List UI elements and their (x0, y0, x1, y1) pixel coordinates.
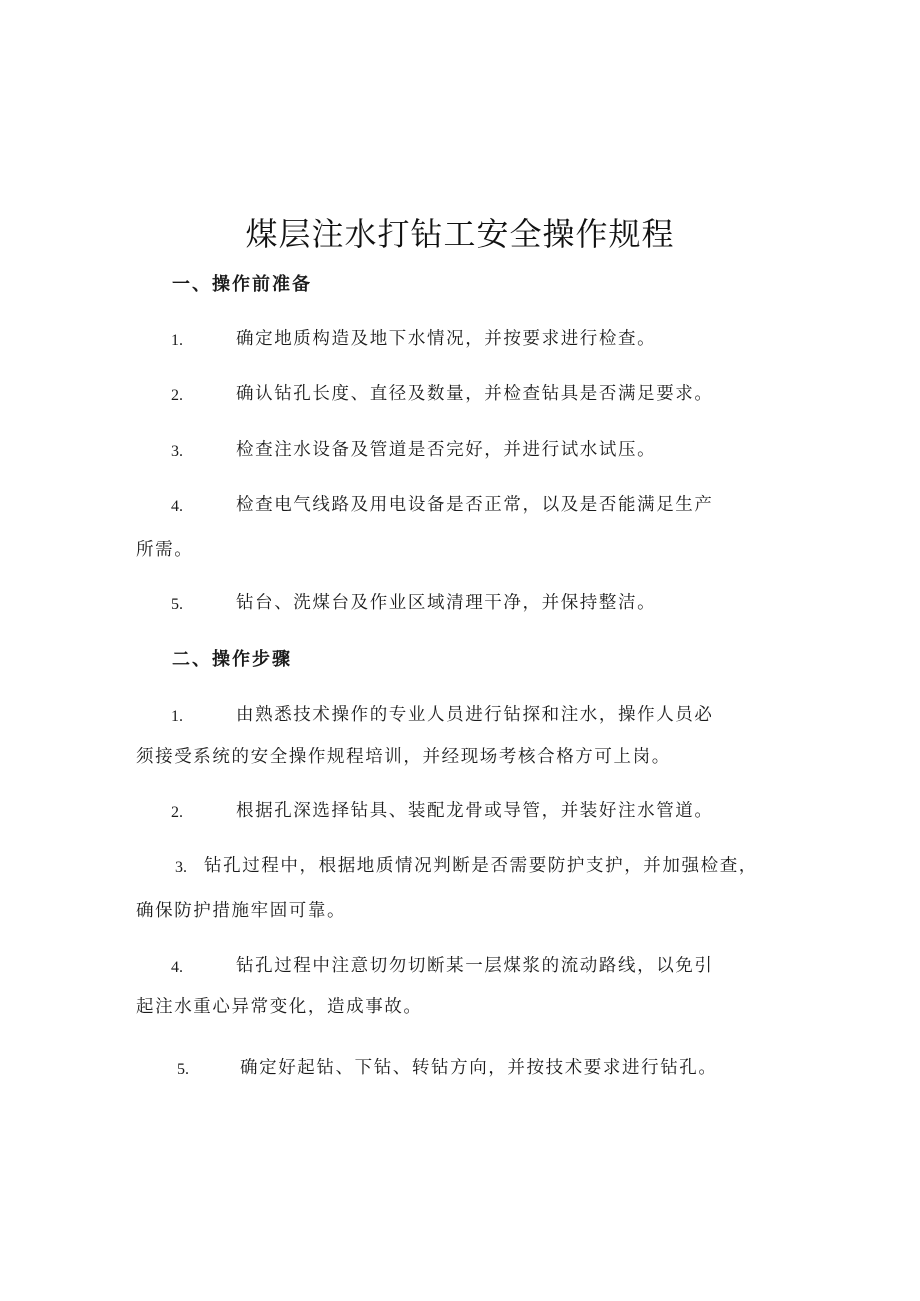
item-text-continuation: 所需。 (136, 540, 194, 560)
item-number: 4. (171, 498, 183, 515)
item-number: 2. (171, 387, 183, 404)
item-text: 根据孔深选择钻具、装配龙骨或导管，并装好注水管道。 (236, 801, 714, 821)
item-number: 1. (171, 708, 183, 725)
item-number: 2. (171, 804, 183, 821)
item-text: 确定好起钻、下钻、转钻方向，并按技术要求进行钻孔。 (240, 1058, 718, 1078)
item-text: 钻孔过程中注意切勿切断某一层煤浆的流动路线，以免引 (236, 956, 714, 976)
item-text: 检查注水设备及管道是否完好，并进行试水试压。 (236, 440, 657, 460)
item-text: 钻孔过程中，根据地质情况判断是否需要防护支护，并加强检查， (204, 856, 758, 876)
item-text-continuation: 确保防护措施牢固可靠。 (136, 901, 347, 921)
item-number: 4. (171, 959, 183, 976)
item-text: 由熟悉技术操作的专业人员进行钻探和注水，操作人员必 (236, 705, 714, 725)
item-text: 检查电气线路及用电设备是否正常，以及是否能满足生产 (236, 495, 714, 515)
item-number: 3. (175, 859, 187, 876)
item-text: 钻台、洗煤台及作业区域清理干净，并保持整洁。 (236, 593, 657, 613)
section-heading-procedure: 二、操作步骤 (172, 649, 292, 670)
item-number: 1. (171, 332, 183, 349)
item-number: 3. (171, 443, 183, 460)
item-text: 确认钻孔长度、直径及数量，并检查钻具是否满足要求。 (236, 384, 714, 404)
item-text-continuation: 须接受系统的安全操作规程培训，并经现场考核合格方可上岗。 (136, 747, 671, 767)
item-text: 确定地质构造及地下水情况，并按要求进行检查。 (236, 329, 657, 349)
item-text-continuation: 起注水重心异常变化，造成事故。 (136, 997, 423, 1017)
section-heading-preparation: 一、操作前准备 (172, 274, 312, 295)
item-number: 5. (171, 596, 183, 613)
item-number: 5. (177, 1061, 189, 1078)
document-title: 煤层注水打钻工安全操作规程 (245, 215, 675, 253)
